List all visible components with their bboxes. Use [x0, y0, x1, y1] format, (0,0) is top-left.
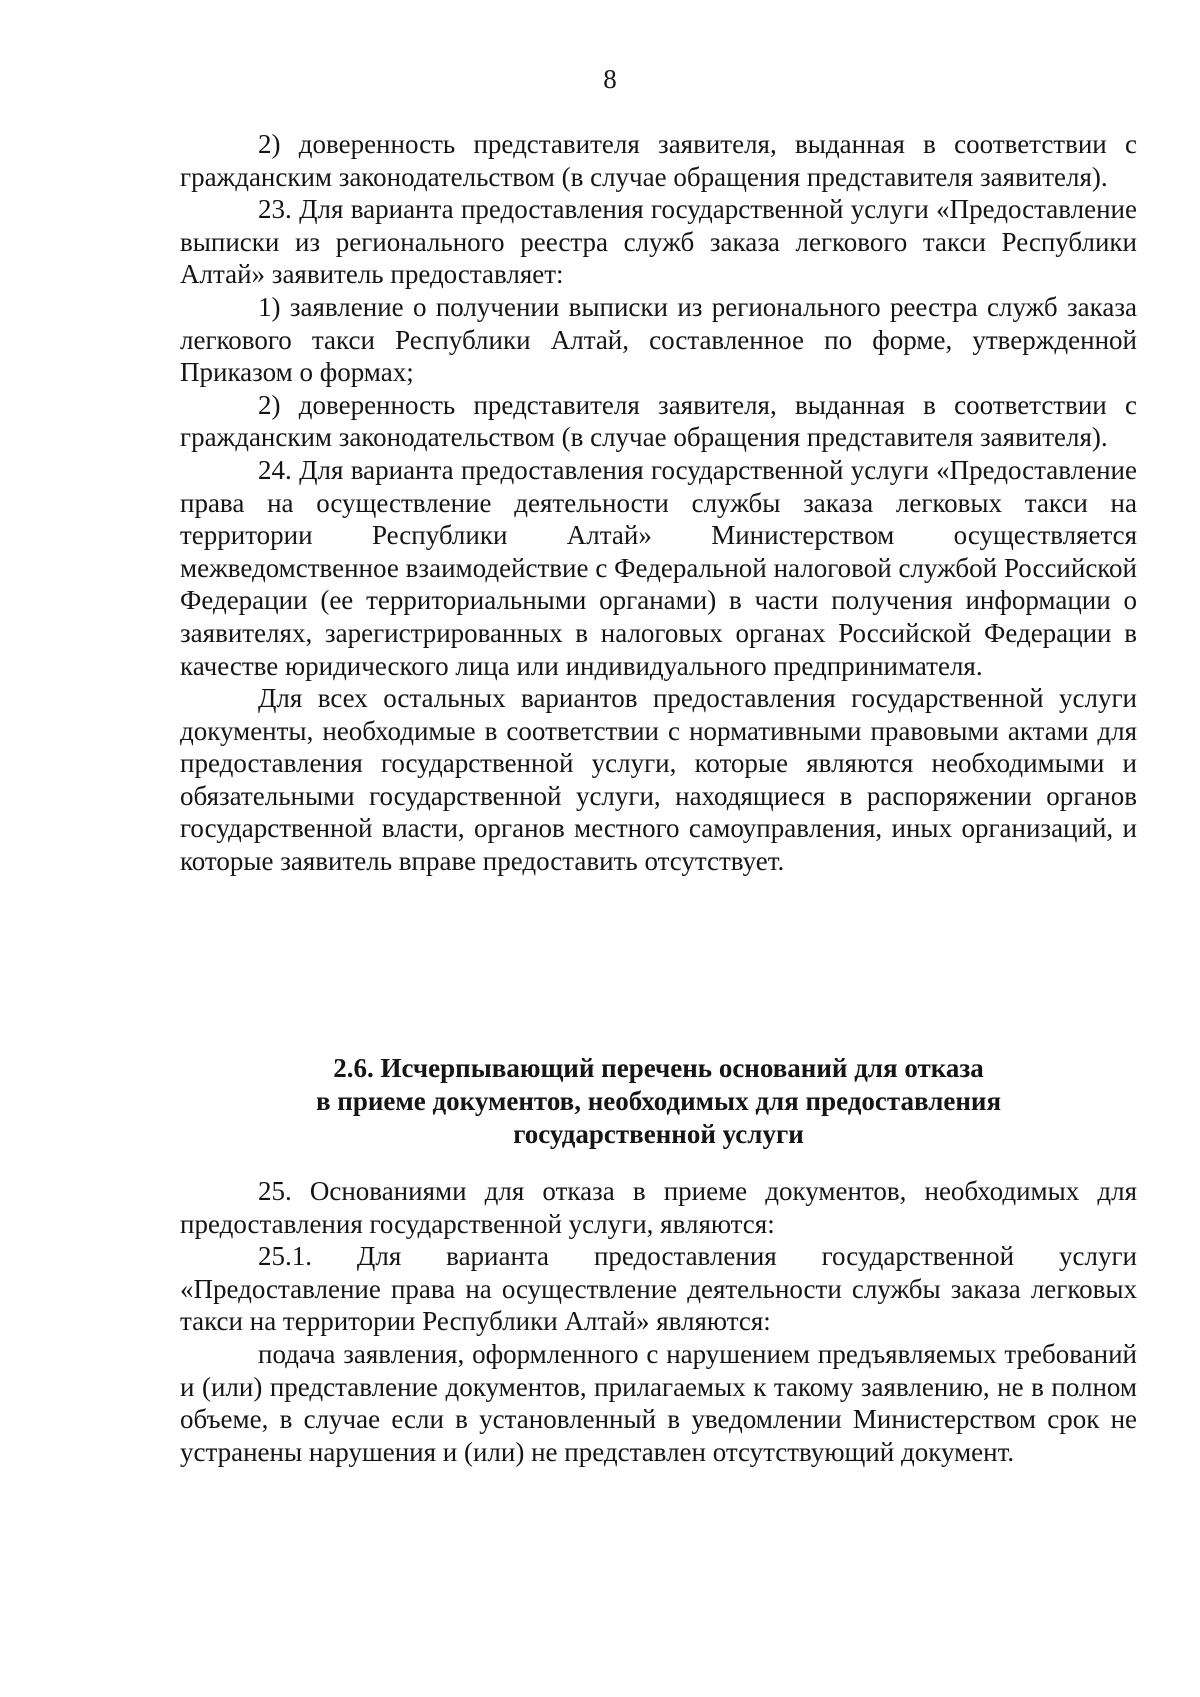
document-body-bottom — [180, 1175, 1137, 1468]
section-heading-line-2: в приеме документов, необходимых для предоставления — [315, 1086, 1002, 1116]
paragraph-other-variants: Для всех остальных вариантов предоставления государственной услуги документы, необходимые в соответствии с нормативными правовыми актами для предоставления государственной услуги, которые являются необходимыми и обязательными государственной услуги, находящиеся в распоряжении органов государственной власти, органов местного самоуправления, иных организаций, и которые заявитель вправе предоставить отсутствует. — [180, 683, 1137, 877]
paragraph-item-25: 25. Основаниями для отказа в приеме документов, необходимых для предоставления государственной услуги, являются: — [180, 1176, 1137, 1239]
paragraph-attorney-power-1: 2) доверенность представителя заявителя, выданная в соответствии с гражданским законодательством (в случае обращения представителя заявителя). — [180, 129, 1137, 192]
paragraph-extract-application: 1) заявление о получении выписки из регионального реестра служб заказа легкового такси Республики Алтай, составленное по форме, утвержденной Приказом о формах; — [180, 291, 1137, 388]
section-heading-line-1: 2.6. Исчерпывающий перечень оснований для отказа — [333, 1053, 984, 1083]
paragraph-item-25-1: 25.1. Для варианта предоставления государственной услуги «Предоставление права на осуществление деятельности службы заказа легковых такси на территории Республики Алтай» являются: — [180, 1241, 1137, 1337]
paragraph-item-24: 24. Для варианта предоставления государственной услуги «Предоставление права на осуществление деятельности службы заказа легковых такси на территории Республики Алтай» Министерством осуществляется межведомственное взаимодействие с Федеральной налоговой службой Российской Федерации (ее территориальными органами) в части получения информации о заявителях, зарегистрированных в налоговых органах Российской Федерации в качестве юридического лица или индивидуального предпринимателя. — [180, 454, 1137, 681]
section-heading — [180, 1052, 1137, 1151]
section-heading-line-3: государственной услуги — [513, 1119, 804, 1149]
document-body-top — [180, 128, 1137, 878]
paragraph-refusal-grounds: подача заявления, оформленного с нарушением предъявляемых требований и (или) представление документов, прилагаемых к такому заявлению, не в полном объеме, в случае если в установленный в уведомлении Министерством срок не устранены нарушения и (или) не представлен отсутствующий документ. — [180, 1338, 1137, 1467]
paragraph-item-23: 23. Для варианта предоставления государственной услуги «Предоставление выписки из регионального реестра служб заказа легкового такси Республики Алтай» заявитель предоставляет: — [180, 194, 1137, 290]
page-number: 8 — [603, 64, 617, 94]
paragraph-attorney-power-2: 2) доверенность представителя заявителя, выданная в соответствии с гражданским законодательством (в случае обращения представителя заявителя). — [180, 389, 1137, 453]
